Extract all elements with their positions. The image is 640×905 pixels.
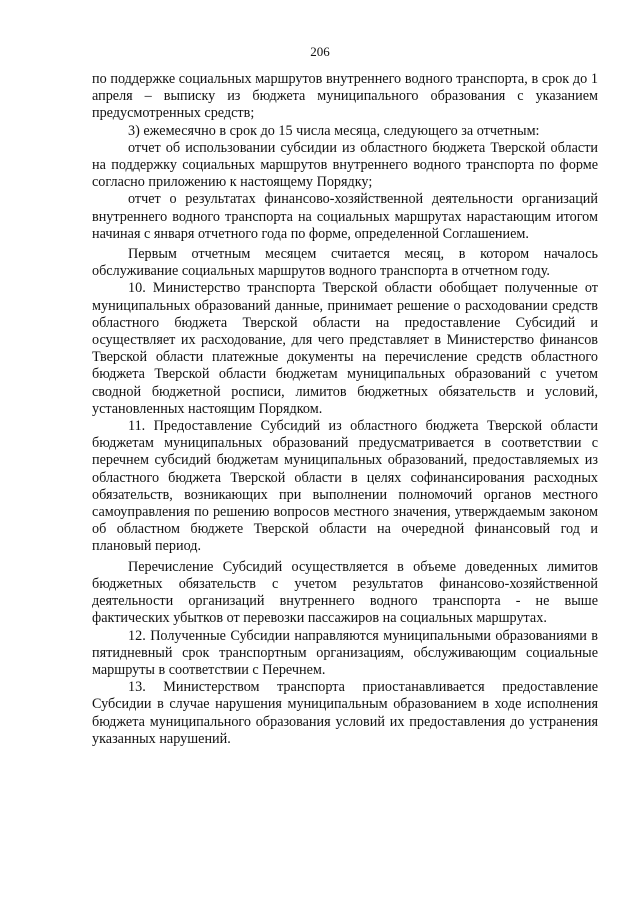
- paragraph-first-reporting-month: Первым отчетным месяцем считается месяц, в котором началось обслуживание социальных маршрутов водного транспорта в отчетном году.: [92, 246, 598, 280]
- paragraph-12: 12. Полученные Субсидии направляются муниципальными образованиями в пятидневный срок транспортным организациям, обслуживающим социальные маршруты в соответствии с Перечнем.: [92, 627, 598, 678]
- paragraph-transfer: Перечисление Субсидий осуществляется в объеме доведенных лимитов бюджетных обязательств с учетом результатов финансово-хозяйственной деятельности организаций внутреннего водного транспорта - не выше фактических убытков от перевозки пассажиров на социальных маршрутах.: [92, 558, 598, 627]
- paragraph-subsidy-report: отчет об использовании субсидии из областного бюджета Тверской области на поддержку социальных маршрутов внутреннего водного транспорта по форме согласно приложению к настоящему Порядку;: [92, 139, 598, 191]
- paragraph-item-3: 3) ежемесячно в срок до 15 числа месяца, следующего за отчетным:: [128, 122, 540, 139]
- paragraph-financial-report: отчет о результатах финансово-хозяйственной деятельности организаций внутреннего водного транспорта на социальных маршрутах нарастающим итогом начиная с января отчетного года по форме, определенной Соглашением.: [92, 191, 598, 242]
- paragraph-13: 13. Министерством транспорта приостанавливается предоставление Субсидии в случае нарушения муниципальным образованием в ходе исполнения бюджета муниципального образования условий их предоставления до устранения указанных нарушений.: [92, 679, 598, 747]
- body-text: [92, 71, 598, 748]
- paragraph-10: 10. Министерство транспорта Тверской области обобщает полученные от муниципальных образований данные, принимает решение о расходовании средств областного бюджета Тверской области на предоставление Субсидий и осуществляет их расходование, для чего представляет в Министерство финансов Тверской области платежные документы на перечисление средств областного бюджета Тверской области бюджетам муниципальных образований с учетом сводной бюджетной росписи, лимитов бюджетных обязательств и условий, установленных настоящим Порядком.: [92, 280, 598, 417]
- page-number: 206: [310, 44, 330, 59]
- paragraph-11: 11. Предоставление Субсидий из областного бюджета Тверской области бюджетам муниципальных образований предусматривается в соответствии с перечнем субсидий бюджетам муниципальных образований, предоставляемых из областного бюджета Тверской области в целях софинансирования расходных обязательств, возникающих при выполнении полномочий органов местного самоуправления по решению вопросов местного значения, утверждаемым законом об областном бюджете Тверской области на очередной финансовый год и плановый период.: [92, 418, 598, 555]
- paragraph-continuation: по поддержке социальных маршрутов внутреннего водного транспорта, в срок до 1 апреля – выписку из бюджета муниципального образования с указанием предусмотренных средств;: [92, 71, 598, 122]
